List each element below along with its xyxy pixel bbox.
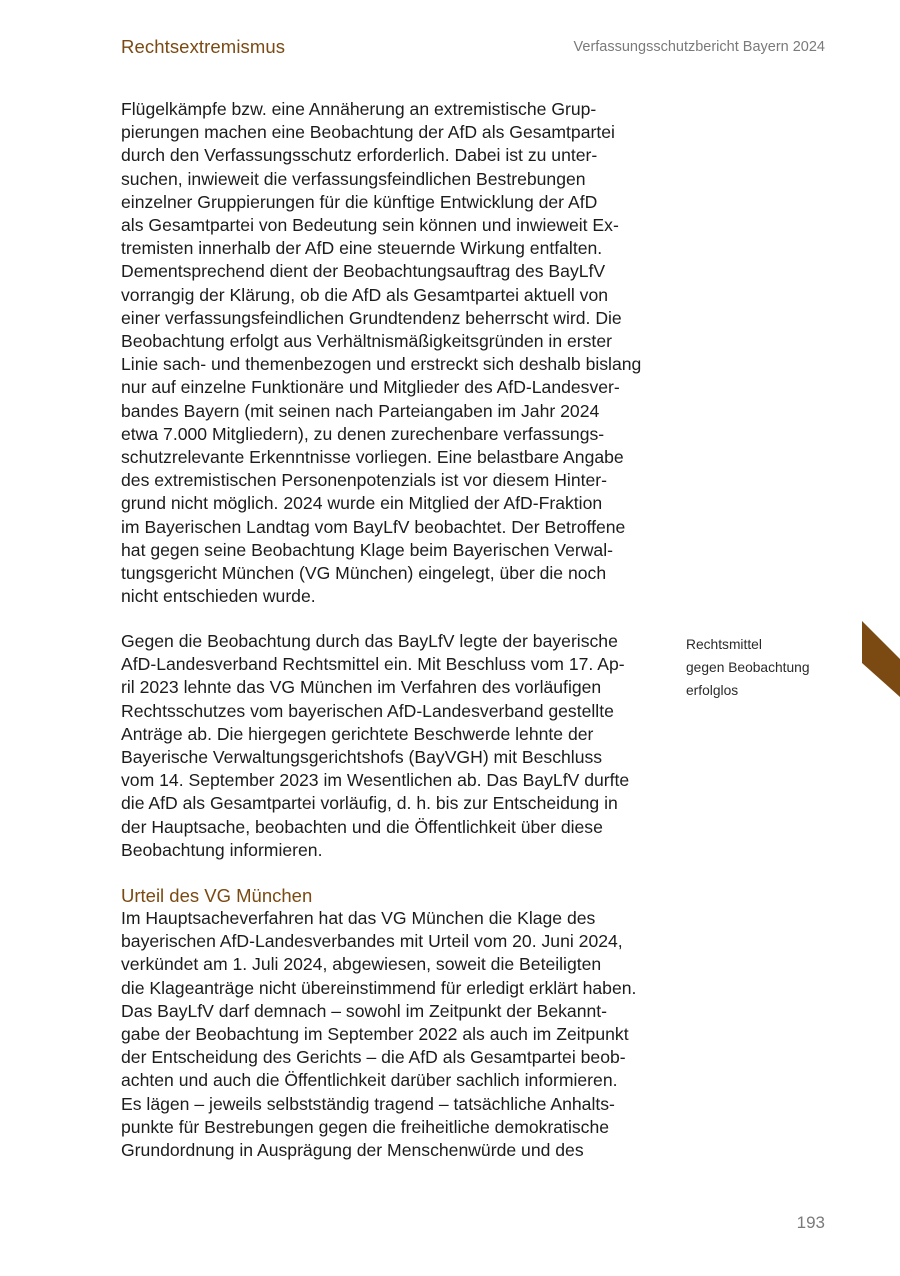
text-line: nicht entschieden wurde.: [121, 586, 316, 607]
chapter-tab-marker: [862, 621, 900, 697]
text-line: grund nicht möglich. 2024 wurde ein Mitglied der AfD-Fraktion: [121, 493, 603, 514]
text-line: Flügelkämpfe bzw. eine Annäherung an extremistische Grup-: [121, 99, 597, 119]
text-line: im Bayerischen Landtag vom BayLfV beobachtet. Der Betroffene: [121, 516, 626, 537]
text-line: vom 14. September 2023 im Wesentlichen ab. Das BayLfV durfte: [121, 770, 630, 791]
text-line: etwa 7.000 Mitgliedern), zu denen zurechenbare verfassungs-: [121, 423, 605, 444]
text-line: hat gegen seine Beobachtung Klage beim Bayerischen Verwal-: [121, 539, 613, 560]
margin-note-line: gegen Beobachtung: [686, 660, 810, 676]
margin-note-line: Rechtsmittel: [686, 637, 762, 652]
text-line: tungsgericht München (VG München) eingelegt, über die noch: [121, 563, 607, 584]
text-line: Bayerische Verwaltungsgerichtshofs (BayVGH) mit Beschluss: [121, 747, 603, 768]
paragraph-3: [121, 907, 656, 1162]
text-line: Das BayLfV darf demnach – sowohl im Zeitpunkt der Bekannt-: [121, 1000, 608, 1021]
text-line: Anträge ab. Die hiergegen gerichtete Beschwerde lehnte der: [121, 723, 594, 744]
text-line: Dementsprechend dient der Beobachtungsauftrag des BayLfV: [121, 261, 606, 282]
text-line: einzelner Gruppierungen für die künftige Entwicklung der AfD: [121, 191, 598, 212]
section-title: Rechtsextremismus: [121, 36, 286, 57]
text-line: pierungen machen eine Beobachtung der AfD als Gesamtpartei: [121, 122, 615, 143]
text-line: gabe der Beobachtung im September 2022 als auch im Zeitpunkt: [121, 1024, 629, 1045]
text-line: achten und auch die Öffentlichkeit darüber sachlich informieren.: [121, 1070, 618, 1091]
text-line: Gegen die Beobachtung durch das BayLfV legte der bayerische: [121, 631, 618, 651]
text-line: als Gesamtpartei von Bedeutung sein können und inwieweit Ex-: [121, 215, 619, 236]
text-line: ril 2023 lehnte das VG München im Verfahren des vorläufigen: [121, 677, 602, 698]
text-line: der Hauptsache, beobachten und die Öffentlichkeit über diese: [121, 816, 603, 837]
text-line: Beobachtung informieren.: [121, 839, 323, 860]
text-line: bandes Bayern (mit seinen nach Parteiangaben im Jahr 2024: [121, 400, 600, 421]
paragraph-2: [121, 630, 656, 862]
text-line: tremisten innerhalb der AfD eine steuernde Wirkung entfalten.: [121, 238, 603, 259]
text-line: Im Hauptsacheverfahren hat das VG München die Klage des: [121, 908, 596, 928]
text-line: Grundordnung in Ausprägung der Menschenwürde und des: [121, 1140, 584, 1161]
margin-note-line: erfolglos: [686, 683, 739, 699]
text-line: nur auf einzelne Funktionäre und Mitglieder des AfD-Landesver-: [121, 377, 620, 398]
text-line: der Entscheidung des Gerichts – die AfD als Gesamtpartei beob-: [121, 1047, 626, 1068]
text-line: verkündet am 1. Juli 2024, abgewiesen, soweit die Beteiligten: [121, 954, 602, 975]
text-line: die Klageanträge nicht übereinstimmend für erledigt erklärt haben.: [121, 977, 637, 998]
report-title: Verfassungsschutzbericht Bayern 2024: [573, 39, 825, 55]
text-line: vorrangig der Klärung, ob die AfD als Gesamtpartei aktuell von: [121, 284, 609, 305]
text-line: suchen, inwieweit die verfassungsfeindlichen Bestrebungen: [121, 168, 586, 189]
text-line: Rechtsschutzes vom bayerischen AfD-Landesverband gestellte: [121, 700, 614, 721]
page-number: 193: [796, 1213, 825, 1232]
text-line: die AfD als Gesamtpartei vorläufig, d. h. bis zur Entscheidung in: [121, 793, 618, 814]
text-line: punkte für Bestrebungen gegen die freiheitliche demokratische: [121, 1116, 610, 1137]
margin-note: [686, 633, 836, 703]
section-heading: Urteil des VG München: [121, 885, 313, 906]
text-line: Beobachtung erfolgt aus Verhältnismäßigkeitsgründen in erster: [121, 331, 612, 352]
text-line: bayerischen AfD-Landesverbandes mit Urteil vom 20. Juni 2024,: [121, 931, 623, 952]
text-line: Es lägen – jeweils selbstständig tragend – tatsächliche Anhalts-: [121, 1093, 615, 1114]
text-line: einer verfassungsfeindlichen Grundtendenz beherrscht wird. Die: [121, 307, 622, 328]
text-line: Linie sach- und themenbezogen und erstreckt sich deshalb bislang: [121, 354, 642, 375]
text-line: AfD-Landesverband Rechtsmittel ein. Mit Beschluss vom 17. Ap-: [121, 654, 625, 675]
paragraph-1: [121, 98, 656, 608]
text-line: schutzrelevante Erkenntnisse vorliegen. Eine belastbare Angabe: [121, 447, 624, 468]
text-line: durch den Verfassungsschutz erforderlich. Dabei ist zu unter-: [121, 145, 598, 166]
text-line: des extremistischen Personenpotenzials ist vor diesem Hinter-: [121, 470, 607, 491]
